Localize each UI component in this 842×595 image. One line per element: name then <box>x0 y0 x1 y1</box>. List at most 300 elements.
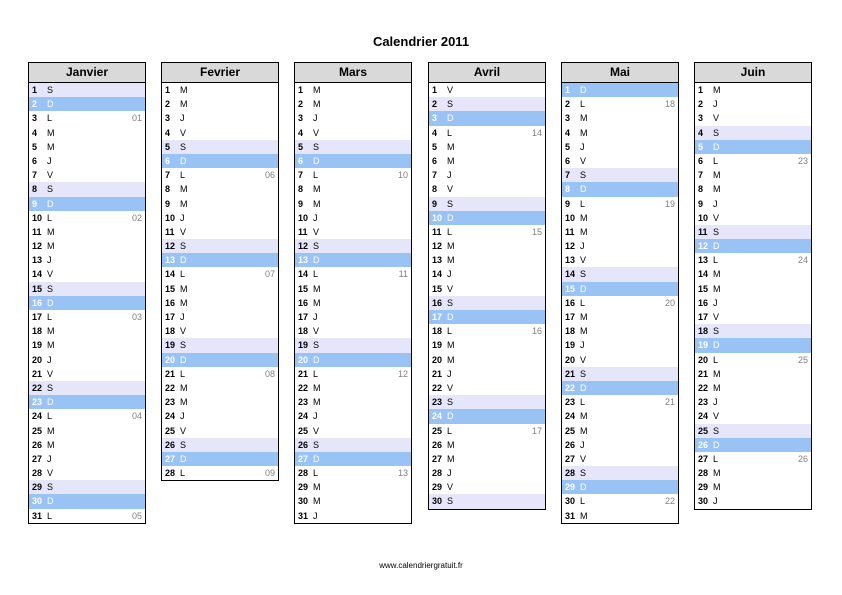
day-row <box>695 381 811 395</box>
day-number: 30 <box>565 496 576 507</box>
day-row <box>162 140 278 154</box>
weekday-letter: S <box>180 340 187 351</box>
day-number: 24 <box>165 411 176 422</box>
weekday-letter: M <box>713 382 721 393</box>
day-row <box>695 424 811 438</box>
weekday-letter: V <box>180 326 187 337</box>
weekday-letter: L <box>580 99 586 110</box>
day-row <box>29 239 145 253</box>
weekday-letter: M <box>313 85 321 95</box>
day-number: 1 <box>698 85 704 95</box>
day-number: 9 <box>698 198 704 209</box>
weekday-letter: S <box>47 85 54 95</box>
day-row <box>162 253 278 267</box>
day-number: 4 <box>32 127 38 138</box>
day-number: 27 <box>565 453 576 464</box>
day-row <box>162 211 278 225</box>
day-row <box>295 225 411 239</box>
weekday-letter: M <box>580 312 588 322</box>
day-number: 28 <box>165 468 176 479</box>
day-row <box>562 225 678 239</box>
weekday-letter: V <box>447 85 454 95</box>
day-number: 15 <box>698 283 709 294</box>
weekday-letter: L <box>180 269 186 280</box>
weekday-letter: S <box>713 127 720 138</box>
day-row <box>429 324 545 338</box>
day-row <box>29 267 145 281</box>
weekday-letter: V <box>180 425 187 436</box>
weekday-letter: M <box>713 85 721 95</box>
day-row <box>295 353 411 367</box>
weekday-letter: J <box>180 411 185 422</box>
weekday-letter: S <box>580 368 587 379</box>
weekday-letter: M <box>713 482 721 493</box>
month-header: Juin <box>695 63 811 83</box>
weekday-letter: M <box>47 241 55 252</box>
day-row <box>29 126 145 140</box>
day-number: 15 <box>165 283 176 294</box>
day-row <box>295 438 411 452</box>
day-row <box>29 310 145 324</box>
day-number: 13 <box>32 255 43 266</box>
day-row <box>695 154 811 168</box>
day-row <box>295 168 411 182</box>
weekday-letter: M <box>713 468 721 479</box>
day-number: 3 <box>698 113 704 124</box>
weekday-letter: S <box>313 439 320 450</box>
weekday-letter: M <box>313 184 321 195</box>
day-number: 16 <box>432 297 443 308</box>
day-number: 11 <box>698 226 708 237</box>
day-number: 14 <box>165 269 176 280</box>
day-row <box>562 126 678 140</box>
day-number: 19 <box>565 340 576 351</box>
day-number: 23 <box>565 397 576 408</box>
day-row <box>695 353 811 367</box>
day-number: 17 <box>432 312 443 322</box>
day-number: 17 <box>32 312 43 322</box>
day-number: 17 <box>298 312 309 322</box>
weekday-letter: S <box>47 184 54 195</box>
day-number: 23 <box>165 397 176 408</box>
day-number: 7 <box>432 170 438 181</box>
month-column <box>161 62 279 481</box>
day-number: 23 <box>432 397 443 408</box>
day-row <box>29 367 145 381</box>
day-number: 6 <box>432 155 438 166</box>
weekday-letter: M <box>47 326 55 337</box>
day-number: 2 <box>32 99 38 110</box>
day-row <box>562 197 678 211</box>
day-number: 8 <box>298 184 304 195</box>
day-row <box>562 480 678 494</box>
day-row <box>429 211 545 225</box>
month-header: Janvier <box>29 63 145 83</box>
weekday-letter: J <box>180 113 185 124</box>
day-row <box>429 310 545 324</box>
weekday-letter: V <box>447 283 454 294</box>
weekday-letter: V <box>713 212 720 223</box>
weekday-letter: S <box>313 241 320 252</box>
day-row <box>295 97 411 111</box>
day-row <box>429 239 545 253</box>
weekday-letter: S <box>180 241 187 252</box>
day-row <box>295 296 411 310</box>
week-number: 21 <box>664 397 675 408</box>
day-row <box>29 111 145 125</box>
day-number: 12 <box>565 241 576 252</box>
day-number: 2 <box>165 99 171 110</box>
day-row <box>695 282 811 296</box>
weekday-letter: M <box>180 283 188 294</box>
day-row <box>162 310 278 324</box>
weekday-letter: D <box>47 198 54 209</box>
weekday-letter: V <box>580 155 587 166</box>
weekday-letter: S <box>447 297 454 308</box>
day-number: 11 <box>298 226 308 237</box>
day-number: 13 <box>698 255 709 266</box>
week-number: 24 <box>797 255 808 266</box>
day-number: 7 <box>165 170 171 181</box>
month-header: Fevrier <box>162 63 278 83</box>
day-row <box>562 494 678 508</box>
weekday-letter: M <box>447 340 455 351</box>
day-row <box>429 367 545 381</box>
day-row <box>695 466 811 480</box>
day-row <box>695 168 811 182</box>
day-list <box>29 83 145 523</box>
day-row <box>562 424 678 438</box>
weekday-letter: L <box>47 510 53 521</box>
week-number: 13 <box>397 468 408 479</box>
day-number: 17 <box>698 312 709 322</box>
day-number: 5 <box>432 141 438 152</box>
day-row <box>29 225 145 239</box>
month-column <box>294 62 412 524</box>
day-number: 30 <box>298 496 309 507</box>
day-number: 1 <box>165 85 171 95</box>
day-row <box>295 480 411 494</box>
weekday-letter: M <box>580 425 588 436</box>
day-row <box>162 466 278 480</box>
day-number: 5 <box>565 141 571 152</box>
day-row <box>695 395 811 409</box>
day-number: 23 <box>32 397 43 408</box>
day-number: 8 <box>698 184 704 195</box>
weekday-letter: M <box>447 141 455 152</box>
weekday-letter: S <box>47 382 54 393</box>
day-row <box>162 296 278 310</box>
day-row <box>295 367 411 381</box>
weekday-letter: D <box>713 141 720 152</box>
day-row <box>29 424 145 438</box>
day-number: 11 <box>32 226 42 237</box>
day-row <box>429 438 545 452</box>
weekday-letter: V <box>580 453 587 464</box>
day-number: 7 <box>698 170 704 181</box>
day-number: 12 <box>698 241 709 252</box>
day-number: 19 <box>432 340 443 351</box>
day-row <box>295 253 411 267</box>
weekday-letter: M <box>180 397 188 408</box>
day-row <box>429 395 545 409</box>
weekday-letter: J <box>447 368 452 379</box>
day-number: 10 <box>432 212 443 223</box>
day-row <box>562 168 678 182</box>
week-number: 22 <box>664 496 675 507</box>
day-number: 21 <box>432 368 443 379</box>
weekday-letter: M <box>47 439 55 450</box>
day-row <box>29 452 145 466</box>
week-number: 17 <box>531 425 542 436</box>
week-number: 18 <box>664 99 675 110</box>
weekday-letter: V <box>313 226 320 237</box>
day-row <box>162 395 278 409</box>
day-number: 16 <box>565 297 576 308</box>
weekday-letter: V <box>180 226 187 237</box>
day-row <box>162 338 278 352</box>
weekday-letter: S <box>47 283 54 294</box>
weekday-letter: J <box>580 241 585 252</box>
day-number: 26 <box>565 439 576 450</box>
day-row <box>562 438 678 452</box>
day-number: 8 <box>565 184 571 195</box>
day-row <box>295 282 411 296</box>
weekday-letter: S <box>447 198 454 209</box>
day-row <box>429 409 545 423</box>
weekday-letter: J <box>180 312 185 322</box>
weekday-letter: J <box>713 297 718 308</box>
weekday-letter: J <box>447 468 452 479</box>
weekday-letter: D <box>713 340 720 351</box>
weekday-letter: M <box>580 113 588 124</box>
day-number: 18 <box>432 326 443 337</box>
day-row <box>295 111 411 125</box>
weekday-letter: V <box>580 354 587 365</box>
day-row <box>429 282 545 296</box>
day-row <box>695 140 811 154</box>
weekday-letter: M <box>313 496 321 507</box>
day-number: 22 <box>432 382 443 393</box>
day-number: 8 <box>32 184 38 195</box>
day-row <box>29 197 145 211</box>
day-number: 18 <box>165 326 176 337</box>
day-row <box>695 253 811 267</box>
day-row <box>429 154 545 168</box>
day-row <box>429 267 545 281</box>
day-row <box>29 409 145 423</box>
day-number: 6 <box>165 155 171 166</box>
day-number: 14 <box>432 269 443 280</box>
weekday-letter: J <box>580 141 585 152</box>
day-row <box>295 197 411 211</box>
weekday-letter: J <box>313 113 318 124</box>
day-list <box>162 83 278 480</box>
weekday-letter: L <box>580 198 586 209</box>
day-number: 30 <box>432 496 443 507</box>
day-number: 4 <box>565 127 571 138</box>
day-number: 26 <box>32 439 43 450</box>
weekday-letter: J <box>447 170 452 181</box>
day-row <box>295 452 411 466</box>
day-number: 7 <box>565 170 571 181</box>
weekday-letter: D <box>713 241 720 252</box>
day-number: 12 <box>298 241 309 252</box>
weekday-letter: D <box>313 354 320 365</box>
weekday-letter: V <box>47 368 54 379</box>
weekday-letter: J <box>580 439 585 450</box>
day-number: 25 <box>565 425 576 436</box>
day-row <box>162 353 278 367</box>
weekday-letter: M <box>580 510 588 521</box>
weekday-letter: S <box>580 269 587 280</box>
day-number: 6 <box>32 155 38 166</box>
day-number: 24 <box>565 411 576 422</box>
day-row <box>295 267 411 281</box>
weekday-letter: L <box>447 226 453 237</box>
day-number: 2 <box>298 99 304 110</box>
day-number: 4 <box>432 127 438 138</box>
day-number: 15 <box>298 283 309 294</box>
day-number: 25 <box>698 425 709 436</box>
day-row <box>29 296 145 310</box>
weekday-letter: M <box>313 482 321 493</box>
day-number: 2 <box>565 99 571 110</box>
day-number: 1 <box>32 85 38 95</box>
day-row <box>295 509 411 523</box>
weekday-letter: M <box>313 297 321 308</box>
weekday-letter: D <box>47 397 54 408</box>
day-number: 1 <box>565 85 571 95</box>
weekday-letter: J <box>713 397 718 408</box>
day-row <box>695 480 811 494</box>
weekday-letter: M <box>47 127 55 138</box>
day-number: 7 <box>32 170 38 181</box>
day-number: 16 <box>32 297 43 308</box>
day-number: 2 <box>698 99 704 110</box>
day-row <box>562 367 678 381</box>
day-row <box>429 480 545 494</box>
day-number: 21 <box>32 368 43 379</box>
day-number: 9 <box>298 198 304 209</box>
day-number: 31 <box>565 510 576 521</box>
weekday-letter: M <box>180 184 188 195</box>
day-row <box>562 509 678 523</box>
day-row <box>162 126 278 140</box>
day-number: 18 <box>298 326 309 337</box>
day-number: 29 <box>698 482 709 493</box>
weekday-letter: L <box>580 397 586 408</box>
day-number: 17 <box>565 312 576 322</box>
day-number: 8 <box>432 184 438 195</box>
weekday-letter: M <box>47 340 55 351</box>
weekday-letter: L <box>47 212 53 223</box>
day-number: 20 <box>432 354 443 365</box>
day-row <box>295 154 411 168</box>
day-number: 13 <box>565 255 576 266</box>
weekday-letter: L <box>180 170 186 181</box>
weekday-letter: V <box>447 482 454 493</box>
day-row <box>429 338 545 352</box>
weekday-letter: M <box>47 425 55 436</box>
day-row <box>562 253 678 267</box>
day-row <box>429 140 545 154</box>
day-number: 25 <box>432 425 443 436</box>
weekday-letter: J <box>713 496 718 507</box>
day-row <box>695 126 811 140</box>
day-row <box>695 211 811 225</box>
weekday-letter: D <box>313 453 320 464</box>
day-row <box>295 409 411 423</box>
day-number: 27 <box>432 453 443 464</box>
day-number: 3 <box>298 113 304 124</box>
day-row <box>695 239 811 253</box>
day-number: 12 <box>165 241 176 252</box>
day-number: 11 <box>432 226 442 237</box>
day-row <box>295 310 411 324</box>
day-row <box>29 282 145 296</box>
weekday-letter: D <box>447 411 454 422</box>
day-number: 27 <box>165 453 176 464</box>
day-number: 14 <box>298 269 309 280</box>
day-row <box>562 111 678 125</box>
day-number: 10 <box>565 212 576 223</box>
day-row <box>562 353 678 367</box>
day-number: 11 <box>165 226 175 237</box>
day-number: 21 <box>565 368 576 379</box>
weekday-letter: L <box>713 155 719 166</box>
weekday-letter: M <box>180 85 188 95</box>
day-number: 10 <box>165 212 176 223</box>
day-number: 13 <box>298 255 309 266</box>
day-number: 9 <box>32 198 38 209</box>
day-number: 29 <box>565 482 576 493</box>
day-number: 31 <box>298 510 309 521</box>
weekday-letter: J <box>313 312 318 322</box>
day-row <box>295 494 411 508</box>
day-row <box>562 409 678 423</box>
week-number: 07 <box>264 269 275 280</box>
day-row <box>29 154 145 168</box>
weekday-letter: J <box>713 99 718 110</box>
day-number: 24 <box>298 411 309 422</box>
weekday-letter: D <box>180 255 187 266</box>
day-number: 25 <box>298 425 309 436</box>
day-number: 4 <box>298 127 304 138</box>
day-number: 9 <box>432 198 438 209</box>
day-row <box>295 140 411 154</box>
week-number: 04 <box>131 411 142 422</box>
weekday-letter: D <box>313 155 320 166</box>
weekday-letter: M <box>447 255 455 266</box>
weekday-letter: L <box>447 326 453 337</box>
day-row <box>562 83 678 97</box>
day-number: 10 <box>32 212 43 223</box>
day-row <box>695 367 811 381</box>
weekday-letter: M <box>313 283 321 294</box>
weekday-letter: J <box>47 255 52 266</box>
day-row <box>429 494 545 508</box>
weekday-letter: M <box>713 368 721 379</box>
day-list <box>695 83 811 509</box>
weekday-letter: S <box>447 397 454 408</box>
day-number: 5 <box>298 141 304 152</box>
day-row <box>562 296 678 310</box>
weekday-letter: D <box>580 482 587 493</box>
day-number: 13 <box>165 255 176 266</box>
day-row <box>429 452 545 466</box>
day-number: 15 <box>432 283 443 294</box>
